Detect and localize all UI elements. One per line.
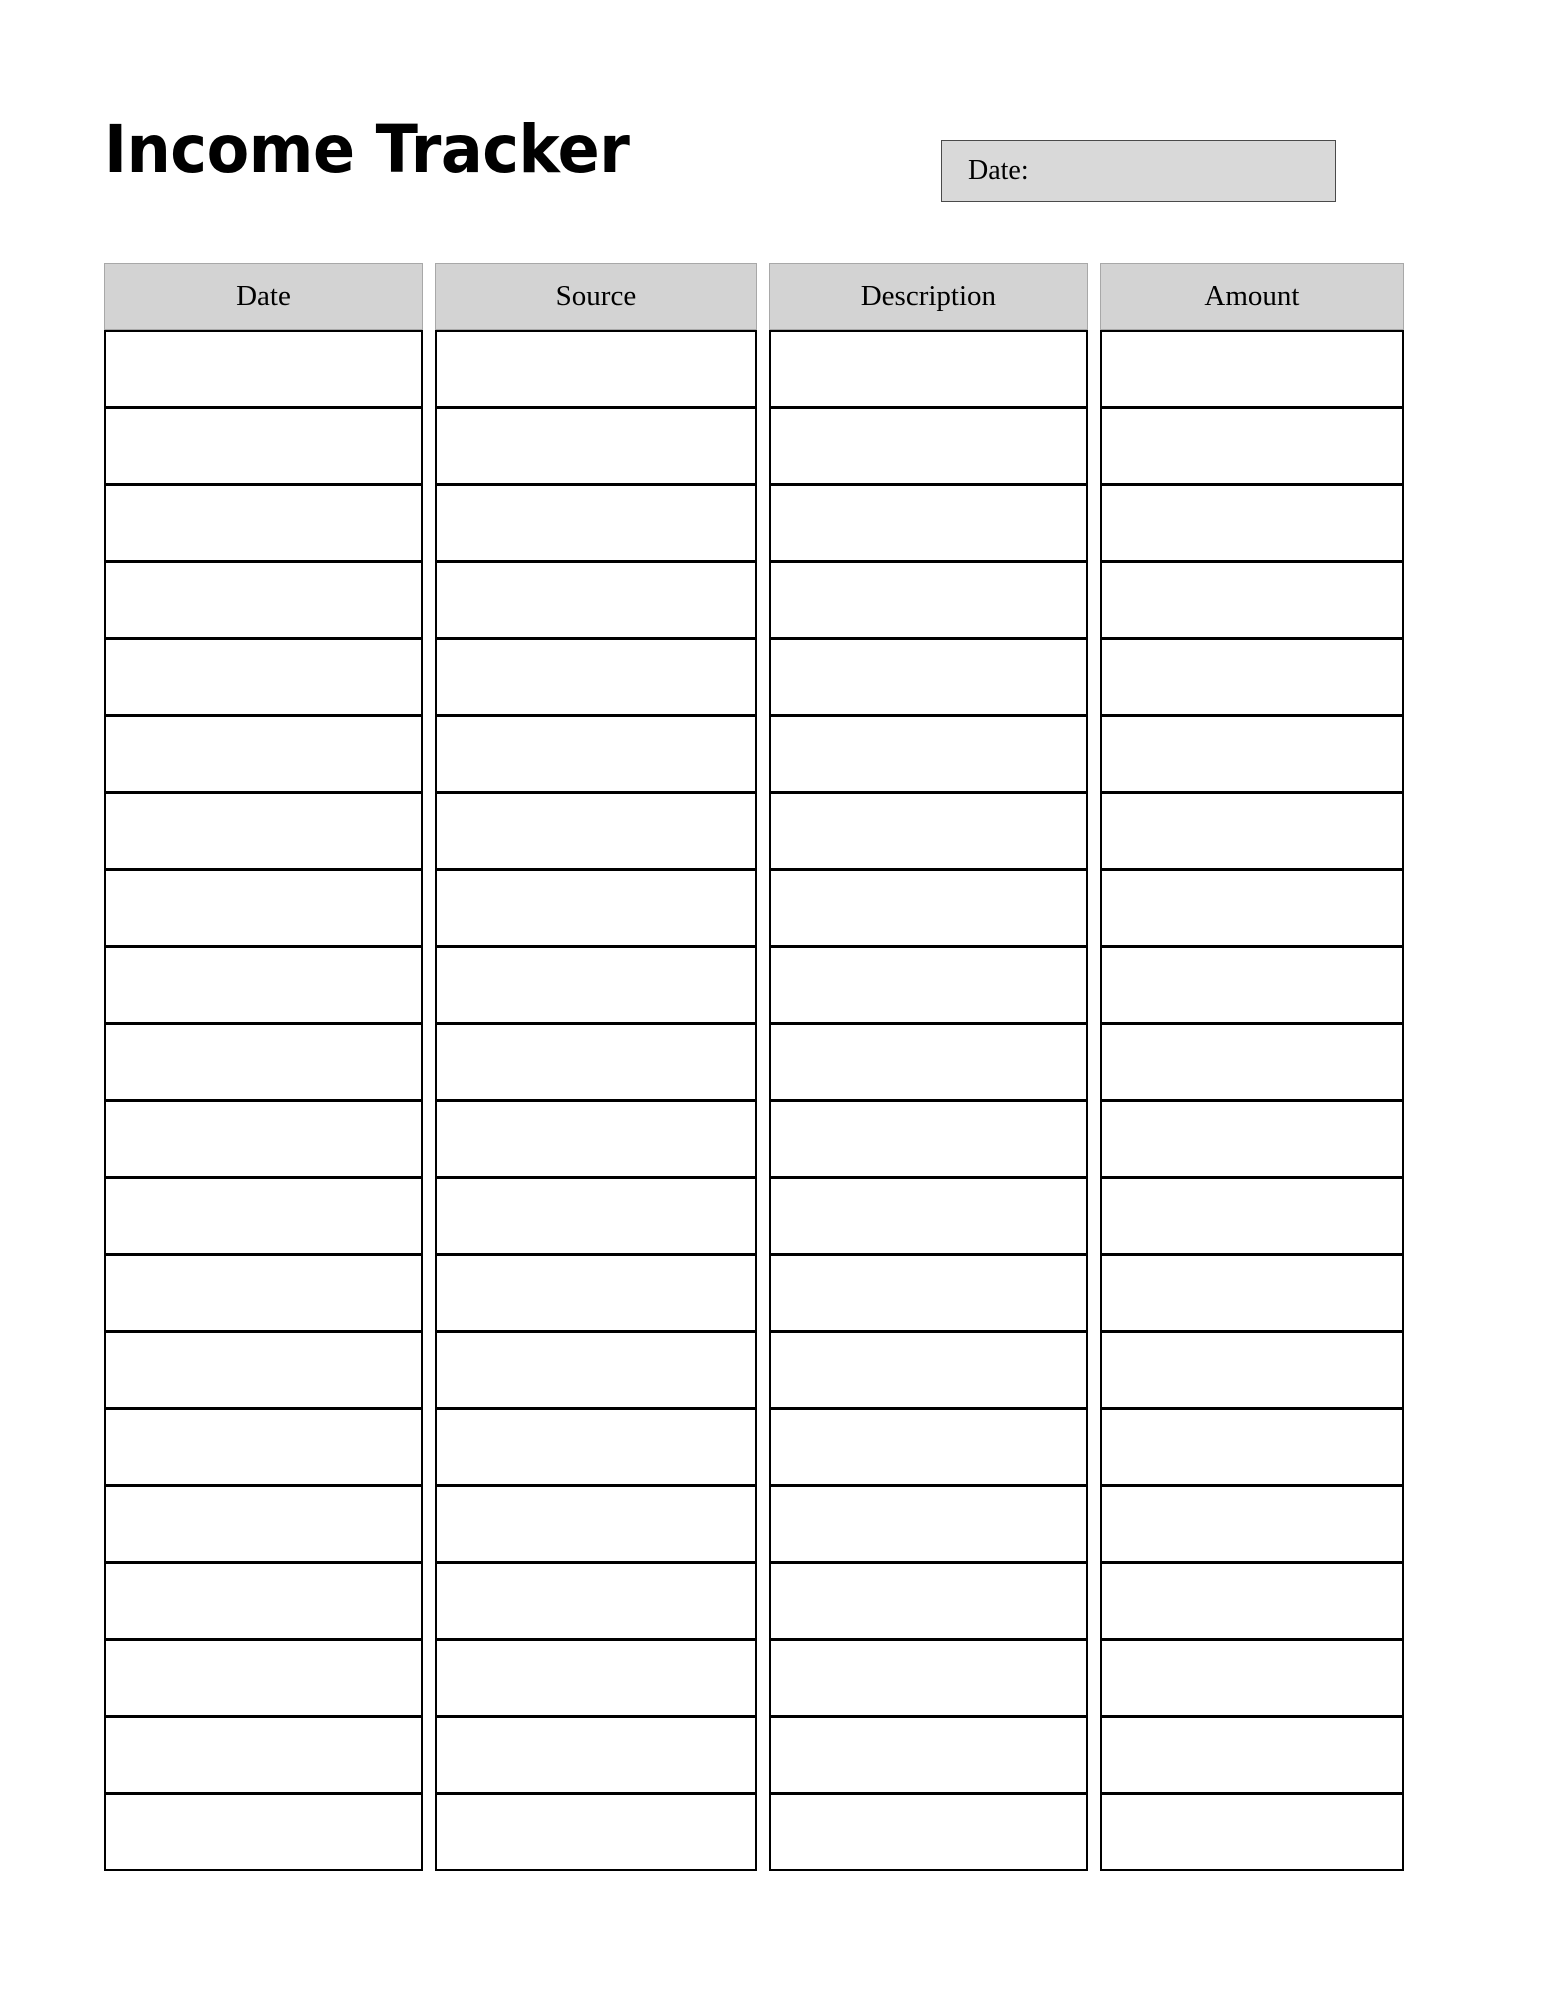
cell-description[interactable] <box>769 1716 1088 1794</box>
page-title: Income Tracker <box>104 111 630 188</box>
date-field-label: Date: <box>968 155 1029 186</box>
cell-amount[interactable] <box>1100 1331 1404 1409</box>
cell-description[interactable] <box>769 1485 1088 1563</box>
cell-source[interactable] <box>435 1100 757 1178</box>
cell-amount[interactable] <box>1100 1100 1404 1178</box>
cell-description[interactable] <box>769 1177 1088 1255</box>
cell-amount[interactable] <box>1100 1562 1404 1640</box>
cell-source[interactable] <box>435 1408 757 1486</box>
cell-date[interactable] <box>104 1793 423 1871</box>
cell-description[interactable] <box>769 715 1088 793</box>
column-header-date: Date <box>104 263 423 330</box>
cell-amount[interactable] <box>1100 484 1404 562</box>
cell-description[interactable] <box>769 484 1088 562</box>
cell-amount[interactable] <box>1100 792 1404 870</box>
cell-date[interactable] <box>104 1331 423 1409</box>
cell-source[interactable] <box>435 1023 757 1101</box>
cell-date[interactable] <box>104 1177 423 1255</box>
cell-date[interactable] <box>104 869 423 947</box>
cell-source[interactable] <box>435 484 757 562</box>
cell-amount[interactable] <box>1100 407 1404 485</box>
cell-amount[interactable] <box>1100 561 1404 639</box>
cell-source[interactable] <box>435 1793 757 1871</box>
cell-date[interactable] <box>104 1639 423 1717</box>
cell-source[interactable] <box>435 1331 757 1409</box>
cell-source[interactable] <box>435 1485 757 1563</box>
cell-description[interactable] <box>769 869 1088 947</box>
cell-source[interactable] <box>435 1716 757 1794</box>
cell-description[interactable] <box>769 1408 1088 1486</box>
cell-date[interactable] <box>104 484 423 562</box>
page-header <box>104 110 1404 198</box>
column-body-date <box>104 330 423 1871</box>
column-body-source <box>435 330 757 1871</box>
cell-description[interactable] <box>769 792 1088 870</box>
cell-amount[interactable] <box>1100 1639 1404 1717</box>
cell-amount[interactable] <box>1100 869 1404 947</box>
cell-description[interactable] <box>769 1562 1088 1640</box>
table-column-description <box>769 263 1088 1871</box>
cell-description[interactable] <box>769 1793 1088 1871</box>
cell-date[interactable] <box>104 1408 423 1486</box>
cell-date[interactable] <box>104 1562 423 1640</box>
cell-amount[interactable] <box>1100 1408 1404 1486</box>
cell-date[interactable] <box>104 1254 423 1332</box>
cell-amount[interactable] <box>1100 1716 1404 1794</box>
cell-amount[interactable] <box>1100 1177 1404 1255</box>
cell-source[interactable] <box>435 1562 757 1640</box>
cell-description[interactable] <box>769 638 1088 716</box>
cell-description[interactable] <box>769 1254 1088 1332</box>
cell-description[interactable] <box>769 1639 1088 1717</box>
date-field[interactable] <box>941 140 1336 202</box>
column-header-source: Source <box>435 263 757 330</box>
table-column-amount <box>1100 263 1404 1871</box>
cell-amount[interactable] <box>1100 1793 1404 1871</box>
cell-source[interactable] <box>435 1177 757 1255</box>
cell-source[interactable] <box>435 715 757 793</box>
cell-date[interactable] <box>104 946 423 1024</box>
cell-source[interactable] <box>435 638 757 716</box>
cell-source[interactable] <box>435 869 757 947</box>
cell-date[interactable] <box>104 1023 423 1101</box>
cell-description[interactable] <box>769 1023 1088 1101</box>
table-column-source <box>435 263 757 1871</box>
cell-date[interactable] <box>104 1716 423 1794</box>
cell-date[interactable] <box>104 561 423 639</box>
cell-source[interactable] <box>435 407 757 485</box>
cell-amount[interactable] <box>1100 715 1404 793</box>
column-header-description: Description <box>769 263 1088 330</box>
cell-description[interactable] <box>769 330 1088 408</box>
cell-description[interactable] <box>769 561 1088 639</box>
cell-amount[interactable] <box>1100 638 1404 716</box>
cell-description[interactable] <box>769 946 1088 1024</box>
cell-date[interactable] <box>104 407 423 485</box>
cell-amount[interactable] <box>1100 1023 1404 1101</box>
cell-date[interactable] <box>104 330 423 408</box>
cell-source[interactable] <box>435 792 757 870</box>
table-column-date <box>104 263 423 1871</box>
cell-amount[interactable] <box>1100 330 1404 408</box>
cell-date[interactable] <box>104 1485 423 1563</box>
cell-description[interactable] <box>769 1100 1088 1178</box>
cell-date[interactable] <box>104 792 423 870</box>
column-header-amount: Amount <box>1100 263 1404 330</box>
cell-source[interactable] <box>435 1639 757 1717</box>
cell-description[interactable] <box>769 407 1088 485</box>
column-body-description <box>769 330 1088 1871</box>
cell-amount[interactable] <box>1100 1254 1404 1332</box>
cell-source[interactable] <box>435 946 757 1024</box>
column-body-amount <box>1100 330 1404 1871</box>
income-table <box>104 263 1404 1871</box>
cell-source[interactable] <box>435 1254 757 1332</box>
cell-date[interactable] <box>104 715 423 793</box>
cell-description[interactable] <box>769 1331 1088 1409</box>
cell-date[interactable] <box>104 638 423 716</box>
cell-amount[interactable] <box>1100 1485 1404 1563</box>
cell-amount[interactable] <box>1100 946 1404 1024</box>
cell-date[interactable] <box>104 1100 423 1178</box>
cell-source[interactable] <box>435 561 757 639</box>
cell-source[interactable] <box>435 330 757 408</box>
